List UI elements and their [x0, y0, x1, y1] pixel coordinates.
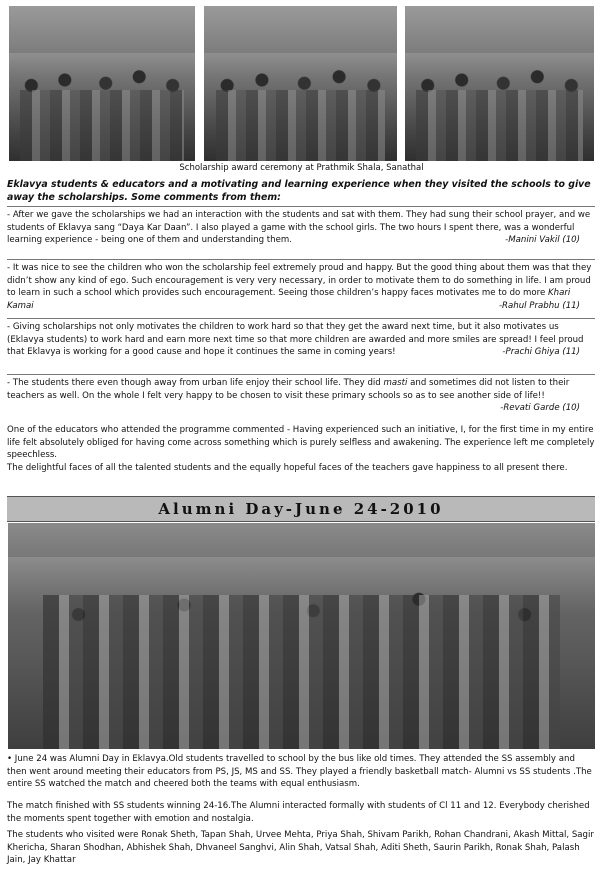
alumni-group-photo	[8, 523, 595, 749]
comment-3	[7, 321, 595, 359]
ceremony-photo-3	[405, 6, 594, 161]
comment-author: -Prachi Ghiya (11)	[502, 347, 580, 358]
photo-caption: Scholarship award ceremony at Prathmik Shala, Sanathal	[179, 163, 424, 173]
comment-inline-author: Khari Kamai	[7, 288, 571, 311]
comment-text: - The students there even though away from urban life enjoy their school life. They did	[7, 378, 381, 388]
alumni-paragraph-1: • June 24 was Alumni Day in Eklavya.Old students travelled to school by the bus like old times. They attended the SS assembly and then went around meeting their educators from PS, JS, MS and SS. They played a friendly basketball match- Alumni vs SS students .The entire SS watched the match and cheered both the teams with equal enthusiasm.	[7, 754, 592, 790]
comment-1	[7, 209, 595, 247]
ceremony-photo-1	[9, 6, 195, 161]
comment-text: and sometimes did not listen to their teachers as well. On the whole I felt very happy to be chosen to visit these primary schools so as to see another side of life!!	[7, 378, 570, 401]
divider	[7, 206, 595, 207]
closing-paragraph	[7, 424, 595, 474]
alumni-paragraph-3: The students who visited were Ronak Sheth, Tapan Shah, Urvee Mehta, Priya Shah, Shivam Parikh, Rohan Chandrani, Akash Mittal, Sagir Khericha, Sharan Shodhan, Abhishek Shah, Dhvaneel Sanghvi, Alin Shah, Vatsal Shah, Aditi Sheth, Saurin Parikh, Ronak Shah, Palash Jain, Jay Khattar	[7, 830, 594, 866]
comment-author: -Rahul Prabhu (11)	[498, 300, 580, 311]
intro-heading: Eklavya students & educators and a motivating and learning experience when they visited the schools to give away the scholarships. Some comments from them:	[7, 179, 591, 203]
comment-2	[7, 262, 595, 312]
comment-text: - It was nice to see the children who won the scholarship feel extremely proud and happy. But the good thing about them was that they didn’t show any kind of ego. Such encouragement is very very necessary, in order to motivate them to do something in life. I am proud to learn in such a school which provides such encouragement. Seeing those children’s happy faces motivates me to do more	[7, 263, 592, 299]
comment-emphasis: masti	[383, 378, 408, 388]
divider	[7, 374, 595, 375]
alumni-paragraph-2: The match finished with SS students winning 24-16.The Alumni interacted formally with students of Cl 11 and 12. Everybody cherished the moments spent together with emotion and nostalgia.	[7, 801, 590, 824]
divider	[7, 318, 595, 319]
comment-author: -Manini Vakil (10)	[505, 235, 580, 246]
comment-author: -Revati Garde (10)	[500, 403, 580, 414]
ceremony-photo-2	[204, 6, 397, 161]
closing-text: One of the educators who attended the programme commented - Having experienced such an initiative, I, for the first time in my entire life felt absolutely obliged for having come across something which is purely selfless and awakening. The experience left me completely speechless.	[7, 425, 595, 461]
closing-text: The delightful faces of all the talented students and the equally hopeful faces of the teachers gave happiness to all present there.	[7, 462, 568, 473]
comment-text: - Giving scholarships not only motivates the children to work hard so that they get the award next time, but it also motivates us (Eklavya students) to work hard and earn more next time so that more children are awarded and more smiles are spread! I feel proud that Eklavya is working for a good cause and hope it continues the same in coming years!	[7, 322, 584, 358]
comment-4	[7, 377, 595, 415]
alumni-day-banner: Alumni Day-June 24-2010	[7, 496, 595, 522]
divider	[7, 259, 595, 260]
comment-text: - After we gave the scholarships we had an interaction with the students and sat with them. They had sung their school prayer, and we students of Eklavya sang “Daya Kar Daan”. I also played a game with the school girls. The two hours I spent there, was a wonderful learning experience - being one of them and understanding them.	[7, 210, 591, 246]
